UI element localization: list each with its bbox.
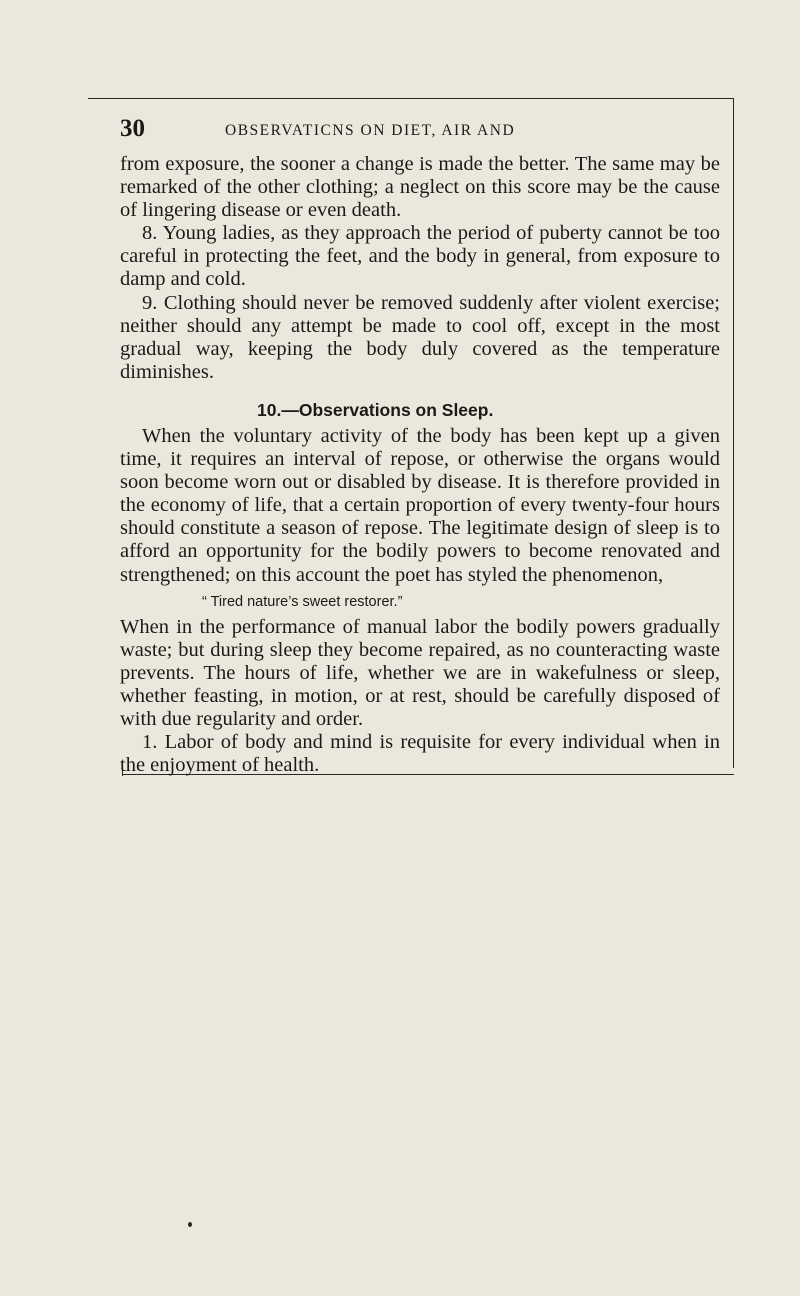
book-page bbox=[120, 105, 720, 777]
paragraph-continuation: from exposure, the sooner a change is made the better. The same may be remarked of the other clothing; a neglect on this score may be the cause of lingering disease or even death. bbox=[120, 153, 720, 222]
running-head bbox=[120, 105, 720, 153]
poem-quote: “ Tired nature’s sweet restorer.” bbox=[202, 593, 403, 610]
paragraph-item-9: 9. Clothing should never be removed suddenly after violent exercise; neither should any attempt be made to cool off, except in the most gradual way, keeping the body duly covered as the temperature diminishes. bbox=[120, 291, 720, 383]
paragraph-labor-waste: When in the performance of manual labor the bodily powers gradually waste; but during sleep they become repaired, as no counteracting waste prevents. The hours of life, whether we are in wakefulness or sleep, whether feasting, in motion, or at rest, should be carefully disposed of with due regularity and order. bbox=[120, 615, 720, 730]
paragraph-item-1: 1. Labor of body and mind is requisite for every individual when in the enjoyment of health. bbox=[120, 731, 720, 777]
page-frame-top-rule bbox=[88, 98, 734, 99]
paragraph-sleep-intro: When the voluntary activity of the body has been kept up a given time, it requires an interval of repose, or otherwise the organs would soon become worn out or disabled by disease. It is therefore provided in the economy of life, that a certain proportion of every twenty-four hours should constitute a season of repose. The legitimate design of sleep is to afford an opportunity for the bodily powers to become renovated and strengthened; on this account the poet has styled the phenomenon, bbox=[120, 424, 720, 586]
paragraph-item-8: 8. Young ladies, as they approach the period of puberty cannot be too careful in protecting the feet, and the body in general, from exposure to damp and cold. bbox=[120, 222, 720, 291]
section-heading: 10.—Observations on Sleep. bbox=[257, 399, 494, 420]
running-head-title: OBSERVATICNS ON DIET, AIR AND bbox=[225, 122, 516, 139]
page-frame-right-rule bbox=[733, 98, 734, 768]
ink-speck bbox=[188, 1222, 192, 1227]
page-number: 30 bbox=[120, 115, 145, 142]
